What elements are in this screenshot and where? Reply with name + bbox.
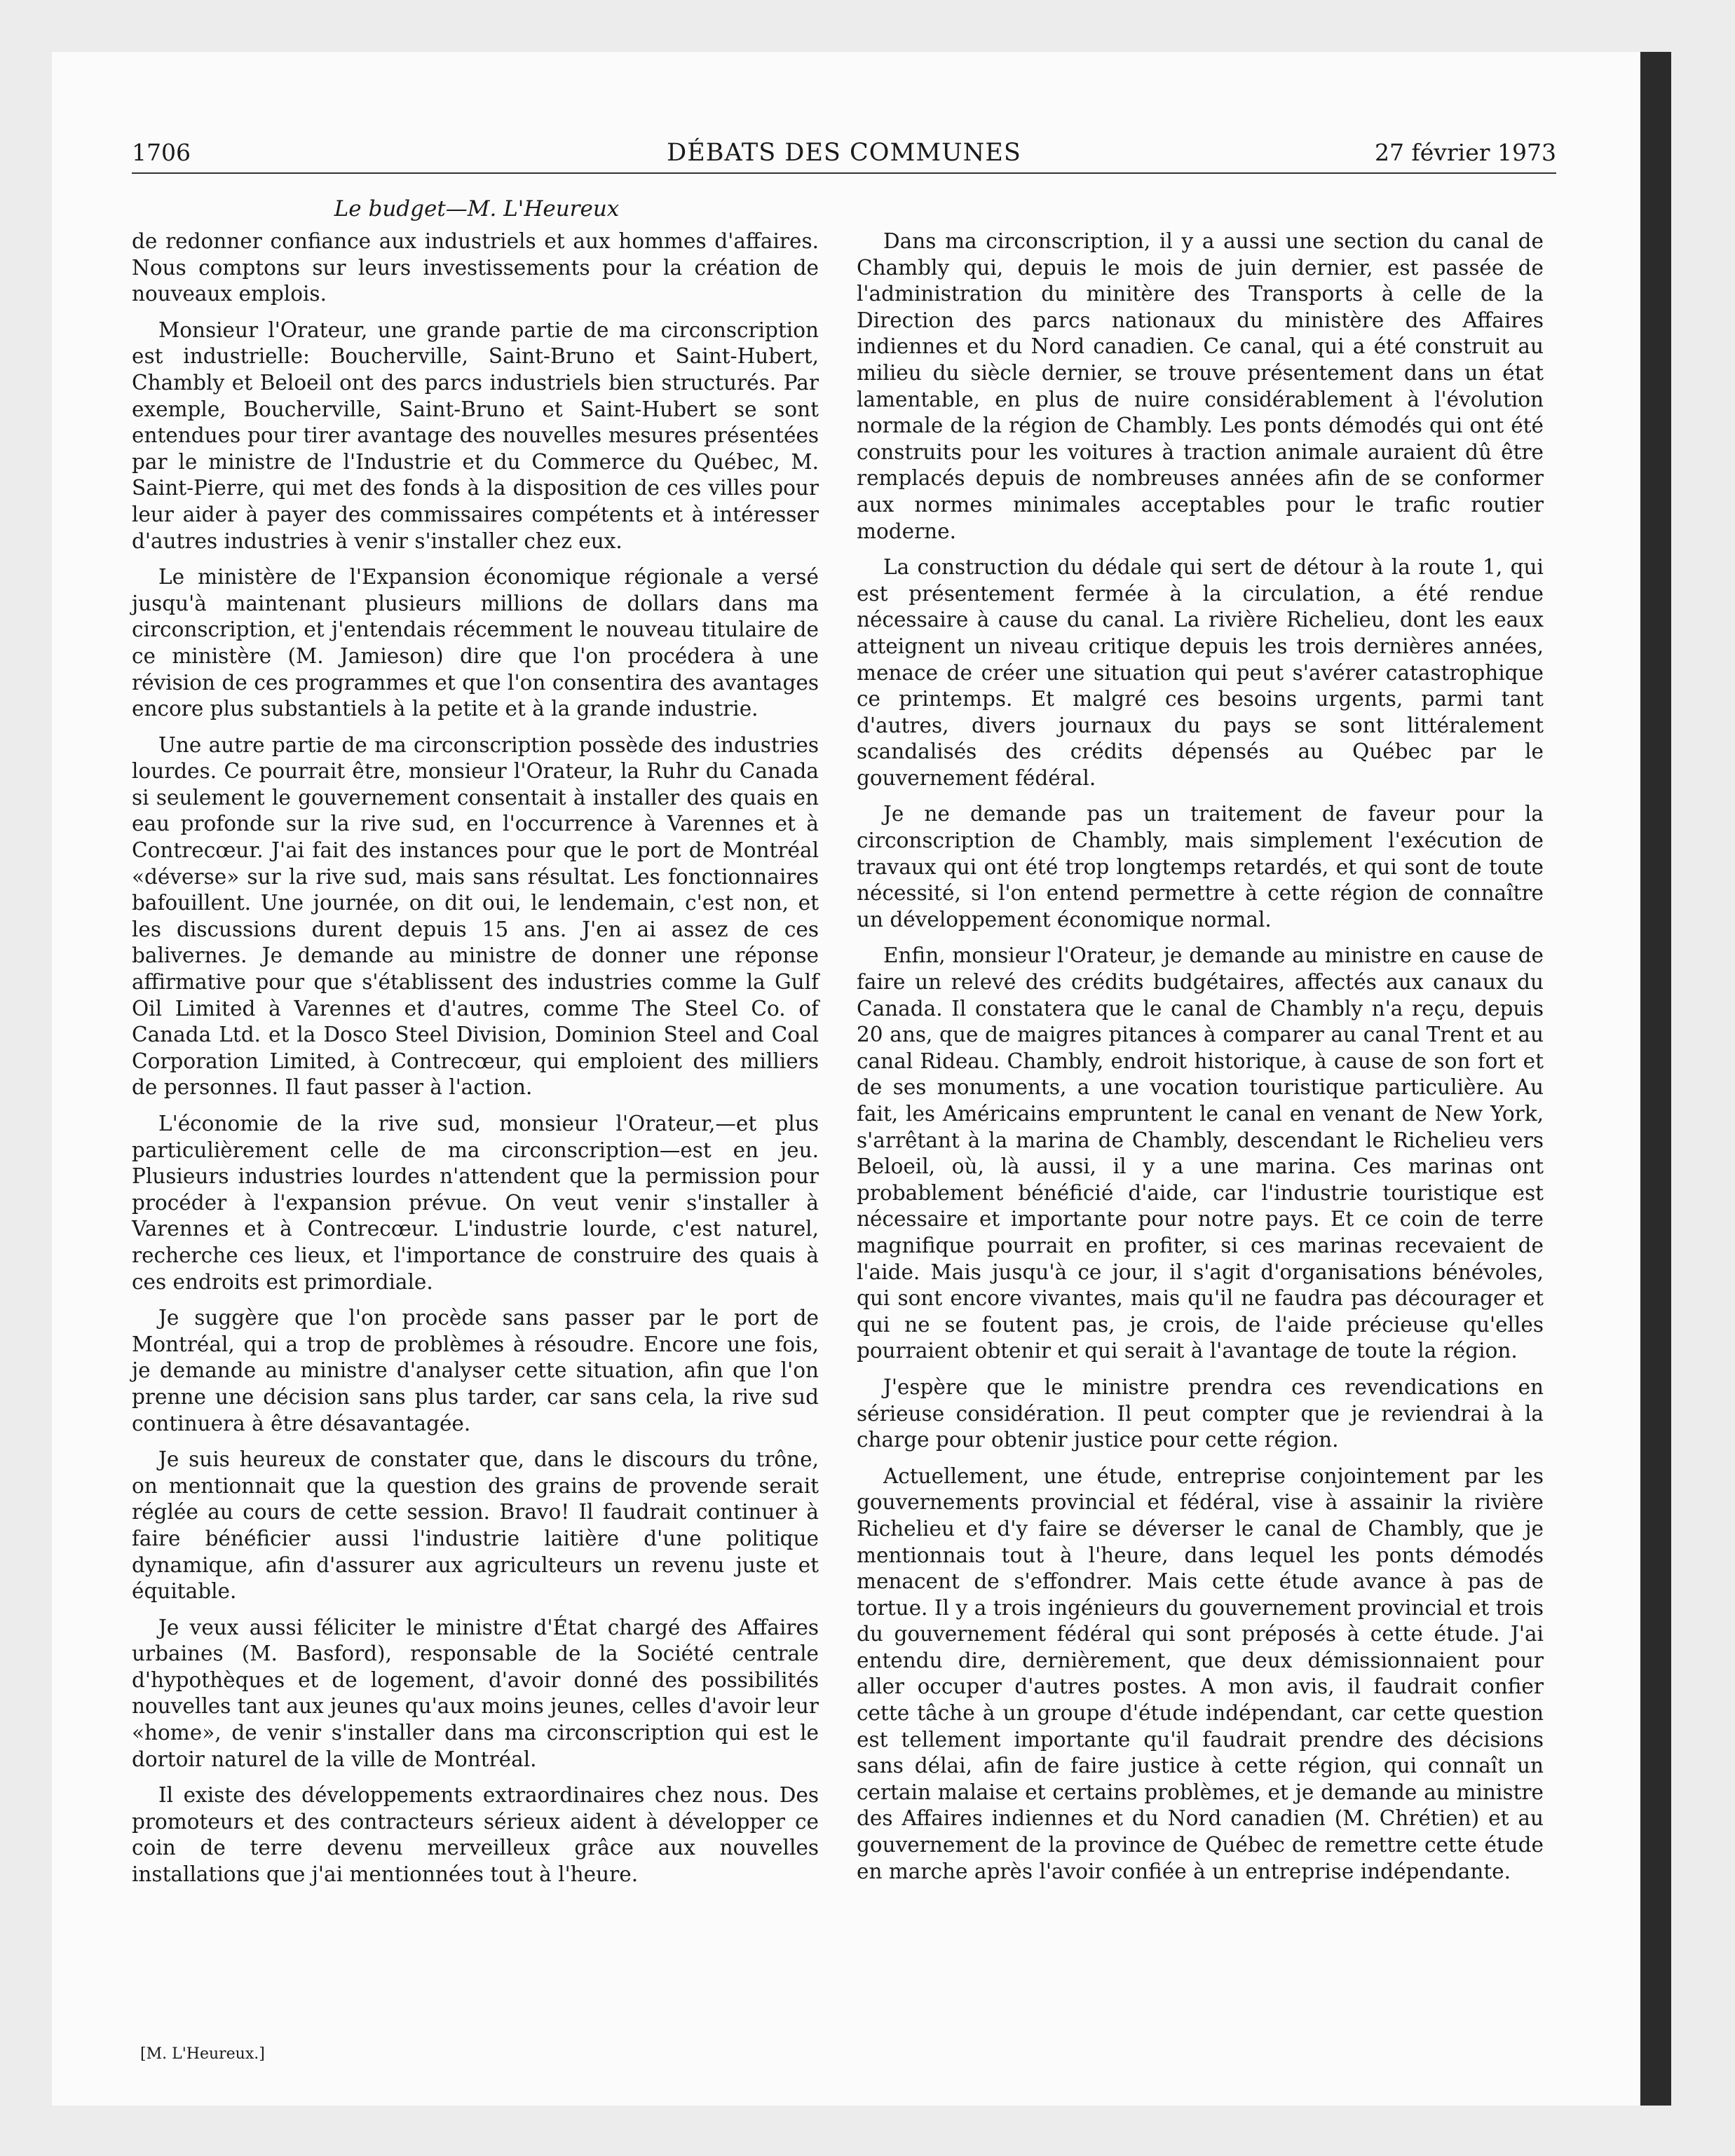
- paragraph: Monsieur l'Orateur, une grande partie de ma circonscription est industrielle: Boucherville, Saint-Bruno et Saint-Hubert, Chambly et Beloeil ont des parcs industriels bien structurés. Par exemple, Boucherville, Saint-Bruno et Saint-Hubert se sont entendues pour tirer avantage des nouvelles mesures présentées par le ministre de l'Industrie et du Commerce du Québec, M. Saint-Pierre, qui met des fonds à la disposition de ces villes pour leur aider à payer des commissaires compétents et à intéresser d'autres industries à venir s'installer chez eux.: [132, 318, 819, 553]
- paragraph: Enfin, monsieur l'Orateur, je demande au ministre en cause de faire un relevé des crédits budgétaires, affectés aux canaux du Canada. Il constatera que le canal de Chambly n'a reçu, depuis 20 ans, que de maigres pitances à comparer au canal Trent et au canal Rideau. Chambly, endroit historique, à cause de son fort et de ses monuments, a une vocation touristique particulière. Au fait, les Américains empruntent le canal en venant de New York, s'arrêtant à la marina de Chambly, descendant le Richelieu vers Beloeil, où, là aussi, il y a une marina. Ces marinas ont probablement bénéficié d'aide, car l'industrie touristique est nécessaire et importante pour notre pays. Et ce coin de terre magnifique pourrait en profiter, si ces marinas recevaient de l'aide. Mais jusqu'à ce jour, il s'agit d'organisations bénévoles, qui sont encore vivantes, mais qu'il ne faudra pas décourager et qui ne se foutent pas, je crois, de l'aide précieuse qu'elles pourraient obtenir et qui serait à l'avantage de toute la région.: [857, 943, 1544, 1363]
- paragraph: de redonner confiance aux industriels et aux hommes d'affaires. Nous comptons sur leurs investissements pour la création de nouveaux emplois.: [132, 229, 819, 306]
- publication-title: DÉBATS DES COMMUNES: [667, 139, 1021, 167]
- paragraph: Actuellement, une étude, entreprise conjointement par les gouvernements provincial et fédéral, vise à assainir la rivière Richelieu et d'y faire se déverser le canal de Chambly, que je mentionnais tout à l'heure, dans lequel les ponts démodés menacent de s'effondrer. Mais cette étude avance à pas de tortue. Il y a trois ingénieurs du gouvernement provincial et trois du gouvernement fédéral qui sont préposés à cette étude. J'ai entendu dire, dernièrement, que deux démissionnaient pour aller occuper d'autres postes. A mon avis, il faudrait confier cette tâche à un groupe d'étude indépendant, car cette question est tellement importante qu'il faudrait prendre des décisions sans délai, afin de faire justice à cette région, qui connaît un certain malaise et certains problèmes, et je demande au ministre des Affaires indiennes et du Nord canadien (M. Chrétien) et au gouvernement de la province de Québec de remettre cette étude en marche après l'avoir confiée à un entreprise indépendante.: [857, 1464, 1544, 1883]
- scan-edge-bar: [1640, 52, 1671, 2106]
- right-column: [857, 228, 1544, 1895]
- page-number: 1706: [132, 139, 191, 166]
- paragraph: Je veux aussi féliciter le ministre d'État chargé des Affaires urbaines (M. Basford), responsable de la Société centrale d'hypothèques et de logement, d'avoir donné des possibilités nouvelles tant aux jeunes qu'aux moins jeunes, celles d'avoir leur «home», de venir s'installer dans ma circonscription qui est le dortoir naturel de la ville de Montréal.: [132, 1615, 819, 1771]
- section-subhead: Le budget—M. L'Heureux: [334, 196, 620, 221]
- paragraph: Je ne demande pas un traitement de faveur pour la circonscription de Chambly, mais simplement l'exécution de travaux qui ont été trop longtemps retardés, et qui sont de toute nécessité, si l'on entend permettre à cette région de connaître un développement économique normal.: [857, 802, 1544, 932]
- paragraph: J'espère que le ministre prendra ces revendications en sérieuse considération. Il peut compter que je reviendrai à la charge pour obtenir justice pour cette région.: [857, 1374, 1544, 1452]
- paragraph: La construction du dédale qui sert de détour à la route 1, qui est présentement fermée à la circulation, a été rendue nécessaire à cause du canal. La rivière Richelieu, dont les eaux atteignent un niveau critique depuis les trois dernières années, menace de créer une situation qui peut s'avérer catastrophique ce printemps. Et malgré ces besoins urgents, parmi tant d'autres, divers journaux du pays se sont littéralement scandalisés des crédits dépensés au Québec par le gouvernement fédéral.: [857, 555, 1544, 790]
- publication-date: 27 février 1973: [1375, 139, 1556, 166]
- paragraph: Dans ma circonscription, il y a aussi une section du canal de Chambly qui, depuis le mois de juin dernier, est passée de l'administration du minitère des Transports à celle de la Direction des parcs nationaux du ministère des Affaires indiennes et du Nord canadien. Ce canal, qui a été construit au milieu du siècle dernier, se trouve présentement dans un état lamentable, en plus de nuire considérablement à l'évolution normale de la région de Chambly. Les ponts démodés qui ont été construits pour les voitures à traction animale auraient dû être remplacés depuis de nombreuses années afin de se conformer aux normes minimales acceptables pour le trafic routier moderne.: [857, 229, 1544, 543]
- left-column: [132, 228, 819, 1898]
- paragraph: Le ministère de l'Expansion économique régionale a versé jusqu'à maintenant plusieurs millions de dollars dans ma circonscription, et j'entendais récemment le nouveau titulaire de ce ministère (M. Jamieson) dire que l'on procédera à une révision de ces programmes et que l'on consentira des avantages encore plus substantiels à la petite et à la grande industrie.: [132, 565, 819, 721]
- paragraph: Je suggère que l'on procède sans passer par le port de Montréal, qui a trop de problèmes à résoudre. Encore une fois, je demande au ministre d'analyser cette situation, afin que l'on prenne une décision sans plus tarder, car sans cela, la rive sud continuera à être désavantagée.: [132, 1306, 819, 1435]
- paragraph: Une autre partie de ma circonscription possède des industries lourdes. Ce pourrait être, monsieur l'Orateur, la Ruhr du Canada si seulement le gouvernement consentait à installer des quais en eau profonde sur la rive sud, en l'occurrence à Varennes et à Contrecœur. J'ai fait des instances pour que le port de Montréal «déverse» sur la rive sud, mais sans résultat. Les fonctionnaires bafouillent. Une journée, on dit oui, le lendemain, c'est non, et les discussions durent depuis 15 ans. J'en ai assez de ces balivernes. Je demande au ministre de donner une réponse affirmative pour que s'établissent des industries comme la Gulf Oil Limited à Varennes et d'autres, comme The Steel Co. of Canada Ltd. et la Dosco Steel Division, Dominion Steel and Coal Corporation Limited, à Contrecœur, qui emploient des milliers de personnes. Il faut passer à l'action.: [132, 732, 819, 1100]
- speaker-attribution: [M. L'Heureux.]: [140, 2045, 265, 2063]
- paragraph: Il existe des développements extraordinaires chez nous. Des promoteurs et des contracteurs sérieux aident à développer ce coin de terre devenu merveilleux grâce aux nouvelles installations que j'ai mentionnées tout à l'heure.: [132, 1783, 819, 1887]
- paragraph: L'économie de la rive sud, monsieur l'Orateur,—et plus particulièrement celle de ma circonscription—est en jeu. Plusieurs industries lourdes n'attendent que la permission pour procéder à l'expansion prévue. On veut venir s'installer à Varennes et à Contrecœur. L'industrie lourde, c'est naturel, recherche ces lieux, et l'importance de construire des quais à ces endroits est primordiale.: [132, 1112, 819, 1294]
- page-header: [132, 139, 1556, 174]
- paragraph: Je suis heureux de constater que, dans le discours du trône, on mentionnait que la question des grains de provende serait réglée au cours de cette session. Bravo! Il faudrait continuer à faire bénéficier aussi l'industrie laitière d'une politique dynamique, afin d'assurer aux agriculteurs un revenu juste et équitable.: [132, 1447, 819, 1604]
